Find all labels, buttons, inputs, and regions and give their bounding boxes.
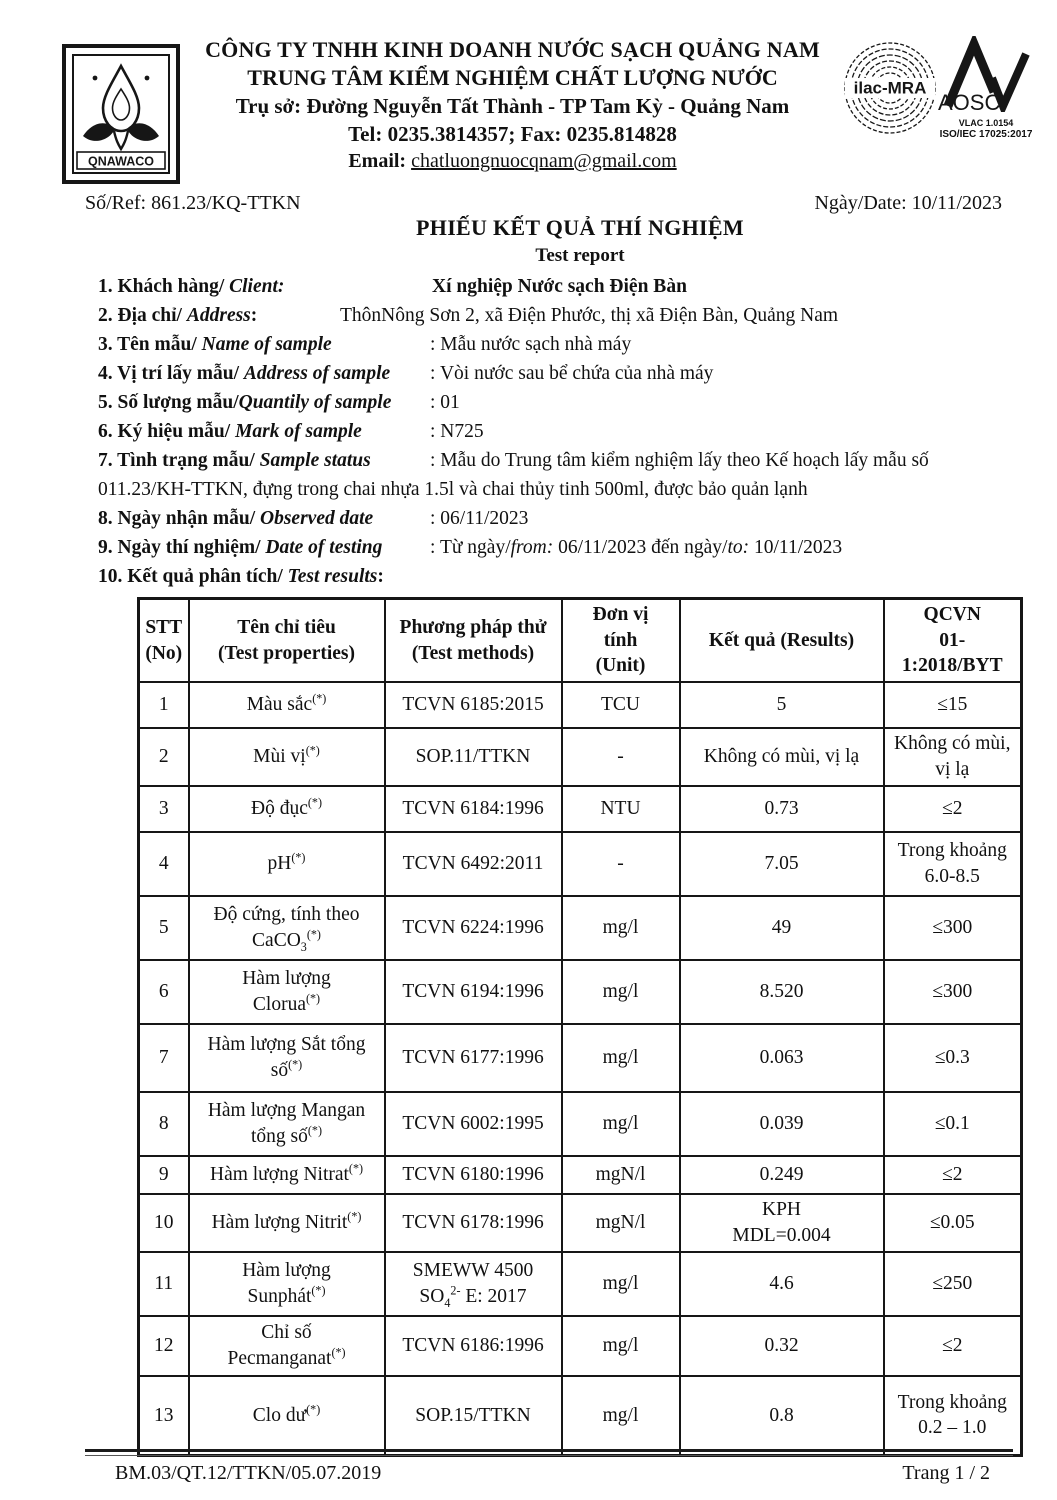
cell-result: 0.039 <box>680 1092 884 1156</box>
table-row <box>139 1252 1022 1316</box>
cell-stt: 2 <box>139 728 189 786</box>
email-line <box>185 148 840 175</box>
field-label: 5. Số lượng mẫu/Quantily of sample <box>98 392 392 413</box>
footer-rule <box>85 1449 1013 1456</box>
cell-test-method: TCVN 6184:1996 <box>385 786 562 832</box>
cell-unit: - <box>562 728 680 786</box>
field-label: 9. Ngày thí nghiệm/ Date of testing <box>98 537 383 558</box>
sample-info-item <box>98 272 976 301</box>
sample-info-item <box>98 330 976 359</box>
water-drop-logo-icon <box>62 44 180 184</box>
cell-stt: 4 <box>139 832 189 896</box>
field-label: 8. Ngày nhận mẫu/ Observed date <box>98 508 374 529</box>
table-row <box>139 728 1022 786</box>
field-value: Xí nghiệp Nước sạch Điện Bàn <box>432 276 687 297</box>
cell-test-property: pH(*) <box>189 832 385 896</box>
sample-info-item <box>98 417 976 446</box>
cell-stt: 9 <box>139 1156 189 1194</box>
cell-test-property: Hàm lượng Mangan tổng số(*) <box>189 1092 385 1156</box>
cell-limit: ≤15 <box>884 682 1022 728</box>
cell-stt: 5 <box>139 896 189 960</box>
field-value: : 06/11/2023 <box>430 508 529 529</box>
company-name: CÔNG TY TNHH KINH DOANH NƯỚC SẠCH QUẢNG NAM <box>205 37 820 62</box>
cell-unit: TCU <box>562 682 680 728</box>
cell-test-property: Chỉ số Pecmanganat(*) <box>189 1316 385 1376</box>
cell-test-method: TCVN 6177:1996 <box>385 1024 562 1092</box>
cell-unit: - <box>562 832 680 896</box>
aosc-vlac-code: VLAC 1.0154 <box>958 118 1014 128</box>
cell-result: KPH MDL=0.004 <box>680 1194 884 1251</box>
cell-test-property: Hàm lượng Sunphát(*) <box>189 1252 385 1316</box>
cell-test-method: TCVN 6492:2011 <box>385 832 562 896</box>
cell-test-property: Clo dư(*) <box>189 1376 385 1456</box>
cell-result: 5 <box>680 682 884 728</box>
table-row <box>139 682 1022 728</box>
sample-info-item <box>98 359 976 388</box>
column-header: Phương pháp thử (Test methods) <box>385 599 562 683</box>
sample-info-list <box>98 272 976 591</box>
cell-stt: 1 <box>139 682 189 728</box>
cell-stt: 13 <box>139 1376 189 1456</box>
cell-result: 0.32 <box>680 1316 884 1376</box>
email-label: Email: <box>348 150 407 172</box>
cell-result: 0.063 <box>680 1024 884 1092</box>
qnawaco-logo <box>62 44 180 184</box>
table-row <box>139 1194 1022 1251</box>
cell-stt: 12 <box>139 1316 189 1376</box>
cell-unit: mgN/l <box>562 1194 680 1251</box>
ilac-mra-logo <box>843 40 937 136</box>
aosc-mountain-check-icon <box>936 36 1036 112</box>
title-block <box>105 215 1055 267</box>
report-title-en: Test report <box>535 245 625 266</box>
cell-limit: ≤2 <box>884 1316 1022 1376</box>
cell-result: 7.05 <box>680 832 884 896</box>
ilac-mra-fingerprint-icon <box>843 40 937 136</box>
cell-result: Không có mùi, vị lạ <box>680 728 884 786</box>
cell-stt: 6 <box>139 960 189 1024</box>
cell-stt: 7 <box>139 1024 189 1092</box>
report-date: Ngày/Date: 10/11/2023 <box>814 192 1002 214</box>
report-title-vi: PHIẾU KẾT QUẢ THÍ NGHIỆM <box>416 215 744 240</box>
cell-test-method: SOP.15/TTKN <box>385 1376 562 1456</box>
tel-fax-line: Tel: 0235.3814357; Fax: 0235.814828 <box>348 122 677 146</box>
qnawaco-logo-text: QNAWACO <box>88 154 154 169</box>
cell-limit: ≤0.3 <box>884 1024 1022 1092</box>
results-table <box>137 597 1023 1457</box>
cell-unit: mg/l <box>562 960 680 1024</box>
sample-info-item <box>98 504 976 533</box>
cell-unit: mg/l <box>562 1376 680 1456</box>
email-address: chatluongnuocqnam@gmail.com <box>411 150 677 172</box>
cell-test-method: SMEWW 4500 $SO_4^{2-}$ E: 2017 <box>385 1252 562 1316</box>
field-value: : Mẫu do Trung tâm kiểm nghiệm lấy theo Kế hoạch lấy mẫu số 011.23/KH-TTKN, đựng trong chai nhựa 1.5l và chai thủy tinh 500ml, được bảo quản lạnh <box>98 450 929 500</box>
sample-info-item <box>98 446 976 504</box>
cell-result: 49 <box>680 896 884 960</box>
cell-limit: ≤300 <box>884 960 1022 1024</box>
cell-test-method: TCVN 6002:1995 <box>385 1092 562 1156</box>
cell-test-property: Độ đục(*) <box>189 786 385 832</box>
field-label: 2. Địa chỉ/ Address: <box>98 305 258 326</box>
cell-test-property: Màu sắc(*) <box>189 682 385 728</box>
cell-limit: ≤250 <box>884 1252 1022 1316</box>
sample-info-item <box>98 562 976 591</box>
field-value: : 01 <box>430 392 460 413</box>
field-label: 10. Kết quả phân tích/ Test results: <box>98 566 384 587</box>
aosc-logo <box>936 36 1036 141</box>
cell-test-method: TCVN 6186:1996 <box>385 1316 562 1376</box>
table-row <box>139 896 1022 960</box>
table-row <box>139 1024 1022 1092</box>
aosc-logo-text: AOSC <box>938 90 1001 112</box>
table-row <box>139 1092 1022 1156</box>
column-header: QCVN 01- 1:2018/BYT <box>884 599 1022 683</box>
table-row <box>139 1156 1022 1194</box>
cell-unit: mg/l <box>562 1252 680 1316</box>
cell-limit: Không có mùi, vị lạ <box>884 728 1022 786</box>
cell-test-method: TCVN 6178:1996 <box>385 1194 562 1251</box>
table-row <box>139 1316 1022 1376</box>
aosc-iso-code: ISO/IEC 17025:2017 <box>939 129 1033 140</box>
cell-limit: ≤0.1 <box>884 1092 1022 1156</box>
column-header: STT (No) <box>139 599 189 683</box>
table-header-row <box>139 599 1022 683</box>
column-header: Tên chỉ tiêu (Test properties) <box>189 599 385 683</box>
field-label: 3. Tên mẫu/ Name of sample <box>98 334 332 355</box>
cell-unit: mg/l <box>562 896 680 960</box>
cell-test-method: TCVN 6194:1996 <box>385 960 562 1024</box>
cell-limit: Trong khoảng 6.0-8.5 <box>884 832 1022 896</box>
ref-number: Số/Ref: 861.23/KQ-TTKN <box>85 192 301 214</box>
column-header: Đơn vị tính (Unit) <box>562 599 680 683</box>
field-label: 1. Khách hàng/ Client: <box>98 276 285 297</box>
cell-test-method: TCVN 6185:2015 <box>385 682 562 728</box>
cell-limit: Trong khoảng 0.2 – 1.0 <box>884 1376 1022 1456</box>
cell-test-method: SOP.11/TTKN <box>385 728 562 786</box>
cell-result: 0.73 <box>680 786 884 832</box>
form-code: BM.03/QT.12/TTKN/05.07.2019 <box>115 1462 382 1484</box>
cell-test-property: Hàm lượng Sắt tổng số(*) <box>189 1024 385 1092</box>
column-header: Kết quả (Results) <box>680 599 884 683</box>
cell-test-method: TCVN 6224:1996 <box>385 896 562 960</box>
letterhead <box>185 36 840 175</box>
cell-stt: 8 <box>139 1092 189 1156</box>
cell-result: 8.520 <box>680 960 884 1024</box>
cell-unit: NTU <box>562 786 680 832</box>
cell-result: 0.249 <box>680 1156 884 1194</box>
cell-result: 0.8 <box>680 1376 884 1456</box>
field-value: : Từ ngày/from: 06/11/2023 đến ngày/to: 10/11/2023 <box>430 537 843 558</box>
cell-stt: 10 <box>139 1194 189 1251</box>
cell-test-property: Độ cứng, tính theo CaCO$_3$(*) <box>189 896 385 960</box>
field-value: ThônNông Sơn 2, xã Điện Phước, thị xã Điện Bàn, Quảng Nam <box>340 305 839 326</box>
field-label: 7. Tình trạng mẫu/ Sample status <box>98 450 371 471</box>
cell-stt: 3 <box>139 786 189 832</box>
cell-test-method: TCVN 6180:1996 <box>385 1156 562 1194</box>
table-row <box>139 832 1022 896</box>
cell-unit: mg/l <box>562 1092 680 1156</box>
page-number: Trang 1 / 2 <box>902 1462 990 1484</box>
field-label: 4. Vị trí lấy mẫu/ Address of sample <box>98 363 391 384</box>
cell-result: 4.6 <box>680 1252 884 1316</box>
sample-info-item <box>98 388 976 417</box>
sample-info-item <box>98 301 976 330</box>
cell-limit: ≤2 <box>884 786 1022 832</box>
cell-test-property: Hàm lượng Nitrit(*) <box>189 1194 385 1251</box>
cell-unit: mgN/l <box>562 1156 680 1194</box>
cell-limit: ≤0.05 <box>884 1194 1022 1251</box>
field-value: : Vòi nước sau bể chứa của nhà máy <box>430 363 714 384</box>
cell-stt: 11 <box>139 1252 189 1316</box>
table-row <box>139 786 1022 832</box>
field-value: : N725 <box>430 421 484 442</box>
field-value: : Mẫu nước sạch nhà máy <box>430 334 632 355</box>
address-line: Trụ sở: Đường Nguyễn Tất Thành - TP Tam Kỳ - Quảng Nam <box>235 94 790 118</box>
table-row <box>139 1376 1022 1456</box>
cell-limit: ≤300 <box>884 896 1022 960</box>
center-name: TRUNG TÂM KIỂM NGHIỆM CHẤT LƯỢNG NƯỚC <box>247 65 778 90</box>
cell-unit: mg/l <box>562 1024 680 1092</box>
cell-limit: ≤2 <box>884 1156 1022 1194</box>
table-row <box>139 960 1022 1024</box>
field-label: 6. Ký hiệu mẫu/ Mark of sample <box>98 421 362 442</box>
cell-test-property: Hàm lượng Clorua(*) <box>189 960 385 1024</box>
cell-unit: mg/l <box>562 1316 680 1376</box>
cell-test-property: Hàm lượng Nitrat(*) <box>189 1156 385 1194</box>
ilac-mra-logo-text: ilac-MRA <box>853 78 927 98</box>
sample-info-item <box>98 533 976 562</box>
cell-test-property: Mùi vị(*) <box>189 728 385 786</box>
